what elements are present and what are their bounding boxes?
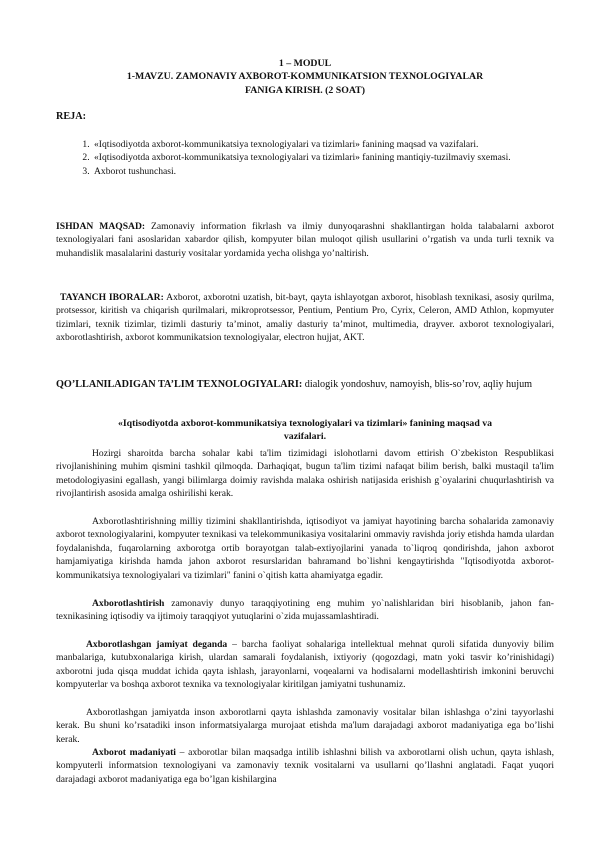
- paragraph-4-text: – barcha faoliyat sohalariga intellektual mehnat quroli sifatida dunyoviy bilim manbalariga, kutubxonalariga kirish, ulardan samarali foydalanish, ixtiyoriy (qogozdagi, matn yoki tasvir ko’rinishidagi) axborotni juda qisqa muddat ichida qayta ishlash, jarayonlarni, voqealarni va hodisalarni modellashtirish imkonini beruvchi kompyuterlar va boshqa axborot texnika va texnologiyalar kiritilgan jamiyatni tushunamiz.: [56, 639, 554, 691]
- goal-label: ISHDAN MAQSAD:: [56, 221, 146, 232]
- paragraph-6: [56, 746, 554, 786]
- technologies-text: dialogik yondoshuv, namoyish, blis-so’rov, aqliy hujum: [302, 379, 533, 390]
- plan-list: [56, 138, 590, 178]
- paragraph-4: [56, 638, 554, 692]
- keywords-label: TAYANCH IBORALAR:: [60, 292, 164, 303]
- mavzu-title-line2: FANIGA KIRISH. (2 SOAT): [245, 84, 365, 96]
- plan-item: 2. «Iqtisodiyotda axborot-kommunikatsiya texnologiyalari va tizimlari» fanining mantiqiy-tuzilmaviy sxemasi.: [92, 151, 590, 164]
- section-title-line1: «Iqtisodiyotda axborot-kommunikatsiya texnologiyalari va tizimlari» fanining maqsad va: [117, 418, 493, 429]
- module-header: [56, 57, 554, 97]
- paragraph-1: Hozirgi sharoitda barcha sohalar kabi ta'lim tizimidagi islohotlarni davom ettirish O`zbekiston Respublikasi rivojlanishining muhim qismini tashkil qilmoqda. Darhaqiqat, bugun ta'lim tizimi nafaqat bilim berish, balki mustaqil ta'lim metodologiyasini egallash, yangi bilimlarga doimiy ravishda malaka oshirish natijasida erishish g`oyalarini chuqurlashtirish va rivojlantirish asosida amalga oshirilishi kerak.: [56, 448, 554, 500]
- plan-item: 1. «Iqtisodiyotda axborot-kommunikatsiya texnologiyalari va tizimlari» fanining maqsad va vazifalari.: [92, 138, 590, 151]
- paragraph-6-text: – axborotlar bilan maqsadga intilib ishlashni bilish va axborotlarni olish uchun, qayta ishlash, kompyuterli informatsion texnologiyani va zamonaviy texnik vositalarni va usullarni qo’llashni anglatadi. Faqat yuqori darajadagi axborot madaniyatiga ega bo’lgan kishilargina: [56, 747, 554, 785]
- mavzu-title-line1: 1-MAVZU. ZAMONAVIY AXBOROT-KOMMUNIKATSION TEXNOLOGIYALAR: [126, 71, 484, 83]
- paragraph-3-term: Axborotlashtirish: [92, 598, 165, 609]
- paragraph-2: Axborotlashtirishning milliy tizimini shakllantirishda, iqtisodiyot va jamiyat hayotining barcha sohalarida zamonaviy axborot texnologiyalarini, kompyuter texnikasi va telekommunikasiya vositalarini ommaviy ravishda joriy etishda hamda ulardan foydalanishda, fuqarolarning axborotga ortib borayotgan talab-extiyojlarini yanada to`liqroq qondirishda, jahon axborot hamjamiyatiga kirishda hamda jahon axborot resurslaridan bahramand bo`lishni kengaytirishda "Iqtisodiyotda axborot-kommunikatsiya texnologiyalari va tizimlari" fanini o`qitish katta ahamiyatga egadir.: [56, 516, 554, 581]
- technologies-paragraph: [56, 376, 554, 393]
- technologies-label: QO’LLANILADIGAN TA’LIM TEXNOLOGIYALARI:: [56, 379, 303, 390]
- keywords-paragraph: [56, 291, 554, 345]
- paragraph-5: Axborotlashgan jamiyatda inson axborotlarni qayta ishlashda zamonaviy vositalar bilan ishlashga o’zini tayyorlashi kerak. Bu shuni ko’rsatadiki inson informatsiyalarga murojaat etishda ma'lum darajadagi axborot madaniyatiga ega bo’lishi kerak.: [56, 707, 554, 745]
- goal-text: Zamonaviy information fikrlash va ilmiy dunyoqarashni shakllantirgan holda talabalarni axborot texnologiyalari fani asoslaridan xabardor qilish, kompyuter bilan muloqot qilish usullarini o’rgatish va unda turli texnik va muhandislik masalalarini dasturiy vositalar yordamida yecha olishga yo’naltirish.: [56, 221, 554, 259]
- keywords-text: Axborot, axborotni uzatish, bit-bayt, qayta ishlayotgan axborot, hisoblash texnikasi, asosiy qurilma, protsessor, kiritish va chiqarish qurilmalari, mikroprotsessor, Pentium, Pentium Pro, Cyrix, Celeron, AMD Athlon, kopmyuter tizimlari, texnik tizimlar, tizimli dasturiy ta’minot, amaliy dasturiy ta’minot, multimedia, drayver. axborot texnologiyalari, axborotlashtirish, axborot kommunikatsion texnologiyalar, electron hujjat, AKT.: [56, 292, 555, 344]
- paragraph-3: [56, 597, 554, 624]
- section-title: [56, 417, 554, 444]
- reja-heading: REJA:: [56, 111, 86, 122]
- plan-item: 3. Axborot tushunchasi.: [92, 165, 590, 178]
- paragraph-4-term: Axborotlashgan jamiyat deganda: [86, 639, 228, 650]
- paragraph-3-text: zamonaviy dunyo taraqqiyotining eng muhim yo`nalishlaridan biri hisoblanib, jahon fan-texnikasining iqtisodiy va ijtimoiy taraqqiyot yutuqlarini o`zida mujassamlashtiradi.: [56, 598, 554, 623]
- goal-paragraph: [56, 220, 554, 260]
- modul-label: 1 – MODUL: [278, 58, 332, 69]
- paragraph-6-term: Axborot madaniyati: [92, 747, 176, 758]
- section-title-line2: vazifalari.: [283, 431, 327, 443]
